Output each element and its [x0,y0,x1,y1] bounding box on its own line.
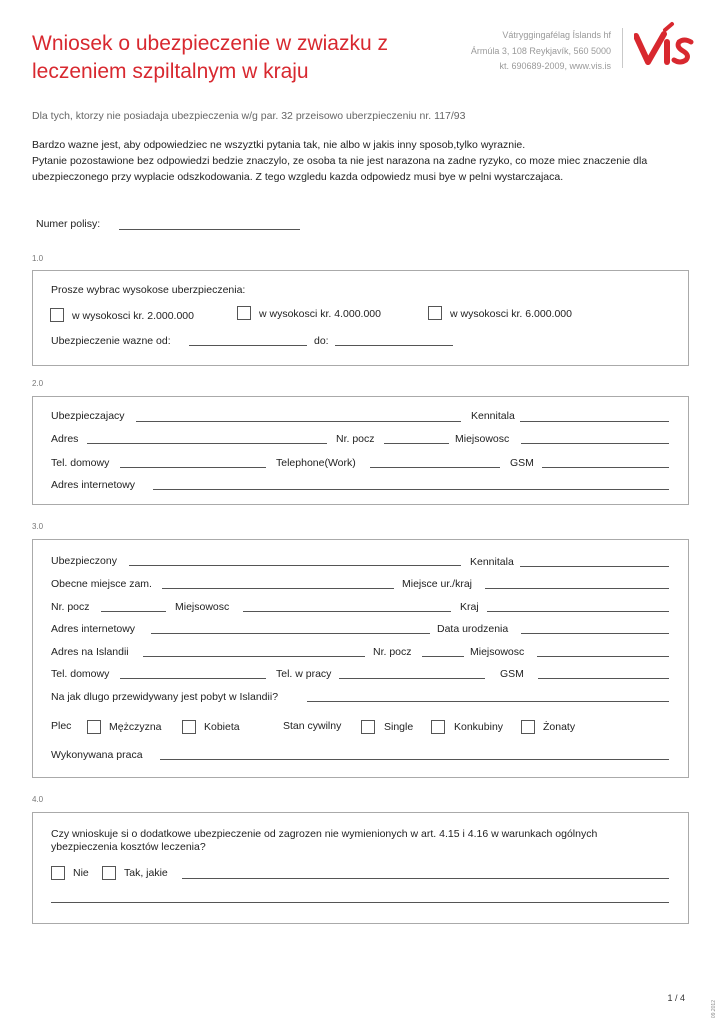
iceland-address-label: Adres na Islandii [51,646,129,658]
insured-label: Ubezpieczony [51,555,117,567]
coverage-6m-checkbox[interactable] [428,306,442,320]
occupation-label: Wykonywana praca [51,749,143,761]
birth-date-field[interactable] [521,633,669,634]
coverage-prompt: Prosze wybrac wysokose uberzpieczenia: [51,284,246,296]
insurer-city-field[interactable] [521,443,669,444]
current-place-field[interactable] [162,588,394,589]
civil-status-label: Stan cywilny [283,720,342,732]
insured-home-phone-field[interactable] [120,678,266,679]
insurer-home-phone-label: Tel. domowy [51,457,110,469]
insurer-city-label: Miejsowosc [455,433,510,445]
insurer-address-label: Adres [51,433,79,445]
section-3-box [32,539,689,778]
occupation-field[interactable] [160,759,669,760]
valid-from-label: Ubezpieczenie wazne od: [51,335,171,347]
iceland-postal-label: Nr. pocz [373,646,412,658]
intro-text: Dla tych, ktorzy nie posiadaja ubezpieczenia w/g par. 32 przeisowo uberzpieczeniu nr. 117/93 [32,110,466,122]
cohabiting-label: Konkubiny [454,721,504,733]
coverage-2m-label: w wysokosci kr. 2.000.000 [72,310,194,322]
male-checkbox[interactable] [87,720,101,734]
birthplace-field[interactable] [485,588,669,589]
policy-number-label: Numer polisy: [36,218,101,230]
page-title: Wniosek o ubezpieczenie w zwiazku z leczeniem szpiltalnym w kraju [32,32,388,83]
insured-email-label: Adres internetowy [51,623,136,635]
stay-duration-field[interactable] [307,701,669,702]
single-checkbox[interactable] [361,720,375,734]
vis-logo [634,20,694,66]
married-checkbox[interactable] [521,720,535,734]
section-number-3: 3.0 [32,522,44,531]
insured-kennitala-field[interactable] [520,566,669,567]
insured-city-field[interactable] [243,611,451,612]
company-name: Vátryggingafélag Íslands hf [502,30,611,40]
insurer-email-label: Adres internetowy [51,479,136,491]
no-checkbox[interactable] [51,866,65,880]
insured-email-field[interactable] [151,633,430,634]
coverage-4m-label: w wysokosci kr. 4.000.000 [259,308,381,320]
company-id: kt. 690689-2009, www.vis.is [499,61,611,71]
coverage-4m-checkbox[interactable] [237,306,251,320]
header-divider [622,28,623,68]
cohabiting-checkbox[interactable] [431,720,445,734]
insurer-field[interactable] [136,421,461,422]
yes-checkbox[interactable] [102,866,116,880]
insured-field[interactable] [129,565,461,566]
no-label: Nie [73,867,89,879]
iceland-city-field[interactable] [537,656,669,657]
insurer-gsm-label: GSM [510,457,534,469]
birth-date-label: Data urodzenia [437,623,509,635]
insurer-address-field[interactable] [87,443,327,444]
page-number: 1 / 4 [667,993,685,1003]
insured-country-label: Kraj [460,601,479,613]
insurer-home-phone-field[interactable] [120,467,266,468]
insurer-work-phone-label: Telephone(Work) [276,457,356,469]
yes-which-field-2[interactable] [51,902,669,903]
insured-kennitala-label: Kennitala [470,556,514,568]
married-label: Żonaty [543,721,576,733]
insurer-work-phone-field[interactable] [370,467,500,468]
yes-which-label: Tak, jakie [124,867,168,879]
female-checkbox[interactable] [182,720,196,734]
insured-gsm-field[interactable] [538,678,669,679]
company-address: Ármúla 3, 108 Reykjavík, 560 5000 [470,45,611,56]
instructions: Bardzo wazne jest, aby odpowiedziec ne wszyztki pytania tak, nie albo w jakis inny sposob,tylko wyraznie. Pytanie pozostawione bez odpowiedzi bedzie znaczylo, ze osoba ta nie jest narazona na zadne ryzyko, co moze miec znaczenie dla ubezpieczonego przy wyplacie odszkodowania. Z tego wzgledu kazda odpowiedz musi bye w pelni wystarczajaca. [32,139,648,183]
insured-postal-label: Nr. pocz [51,601,90,613]
female-label: Kobieta [204,721,240,733]
coverage-2m-checkbox[interactable] [50,308,64,322]
iceland-city-label: Miejsowosc [470,646,525,658]
stay-duration-label: Na jak dlugo przewidywany jest pobyt w Islandii? [51,691,279,703]
coverage-6m-label: w wysokosci kr. 6.000.000 [450,308,572,320]
additional-coverage-question: Czy wnioskuje si o dodatkowe ubezpieczenie od zagrozen nie wymienionych w art. 4.15 i 4.16 w warunkach ogólnych ybezpieczenia kosztów leczenia? [51,828,598,853]
insured-gsm-label: GSM [500,668,524,680]
insured-home-phone-label: Tel. domowy [51,668,110,680]
iceland-postal-field[interactable] [422,656,464,657]
insured-work-phone-label: Tel. w pracy [276,668,332,680]
version-code: 09.2012 [711,1000,717,1019]
insurer-postal-field[interactable] [384,443,449,444]
insured-country-field[interactable] [487,611,669,612]
yes-which-field[interactable] [182,878,669,879]
section-number-1: 1.0 [32,254,44,263]
section-number-2: 2.0 [32,379,44,388]
valid-to-label: do: [314,335,329,347]
valid-from-field[interactable] [189,345,307,346]
iceland-address-field[interactable] [143,656,365,657]
valid-to-field[interactable] [335,345,453,346]
insured-postal-field[interactable] [101,611,166,612]
insurer-label: Ubezpieczajacy [51,410,125,422]
company-info [471,28,611,75]
insured-work-phone-field[interactable] [339,678,485,679]
sex-label: Plec [51,720,72,732]
insurer-email-field[interactable] [153,489,669,490]
section-number-4: 4.0 [32,795,44,804]
insurer-kennitala-label: Kennitala [471,410,515,422]
insurer-gsm-field[interactable] [542,467,669,468]
policy-number-field[interactable] [119,229,300,230]
single-label: Single [384,721,414,733]
current-place-label: Obecne miejsce zam. [51,578,152,590]
birthplace-label: Miejsce ur./kraj [402,578,473,590]
male-label: Mężczyzna [109,721,162,733]
insured-city-label: Miejsowosc [175,601,230,613]
insurer-kennitala-field[interactable] [520,421,669,422]
insurer-postal-label: Nr. pocz [336,433,375,445]
